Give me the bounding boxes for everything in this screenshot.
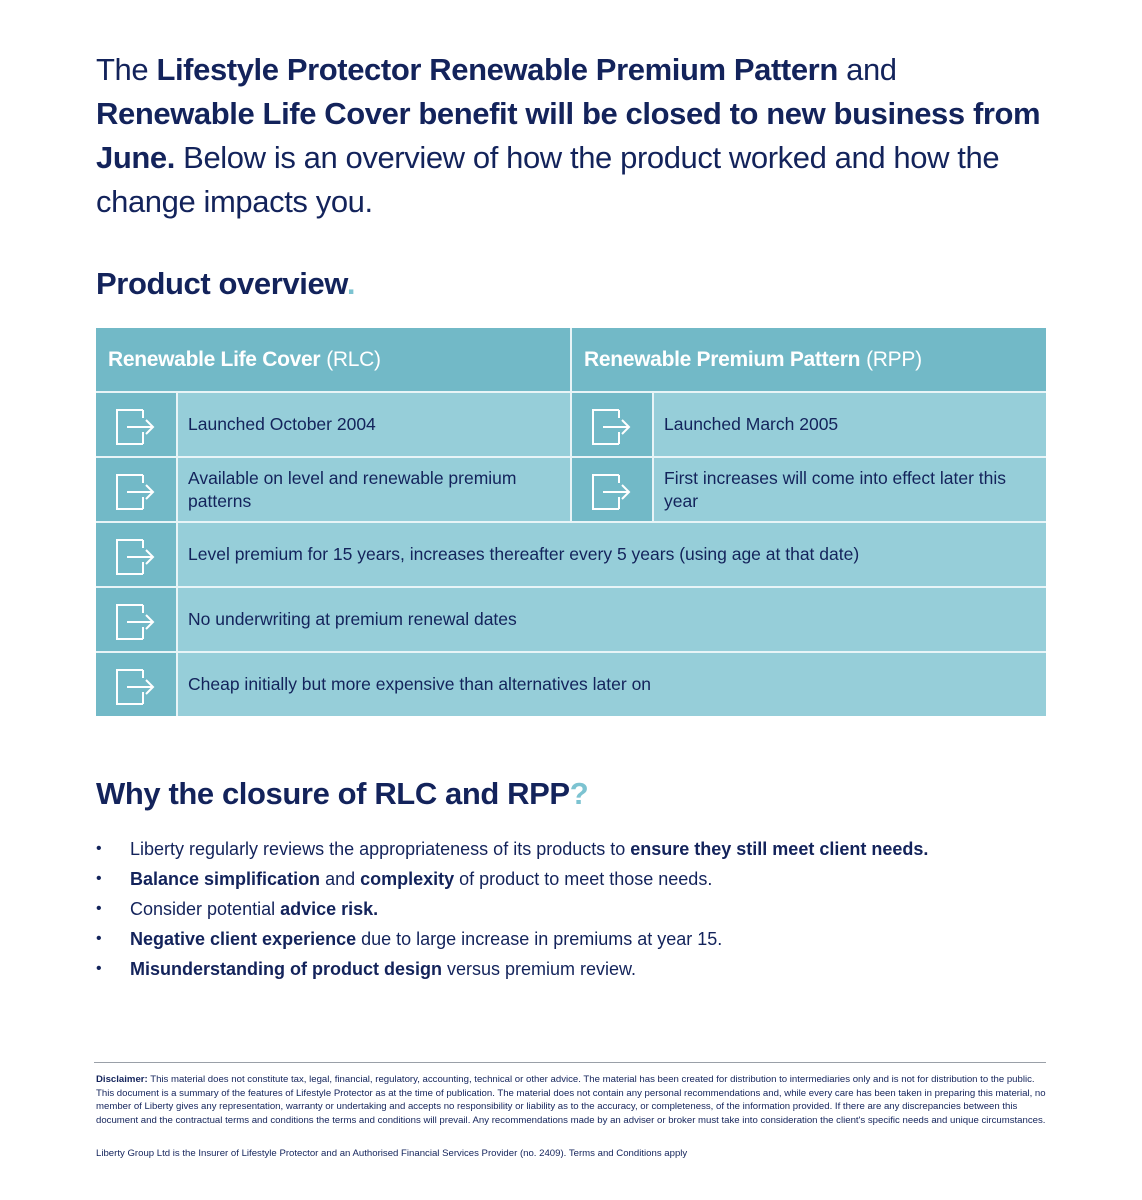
header-rlc-name: Renewable Life Cover [108, 347, 321, 371]
disclaimer [96, 1073, 1048, 1127]
table-row [96, 651, 1046, 716]
list-item [96, 924, 928, 954]
table-header [96, 328, 1046, 391]
row-cell-rlc [96, 458, 570, 521]
exit-arrow-icon [96, 653, 178, 716]
intro-bold-2: Renewable Life Cover benefit will be closed to new business from June. [96, 96, 1041, 175]
exit-arrow-icon [572, 393, 654, 456]
header-rlc [96, 328, 570, 391]
row-text: Available on level and renewable premium patterns [178, 458, 570, 521]
bullet-bold: advice risk. [280, 899, 379, 919]
header-rpp-abbr: (RPP) [866, 347, 922, 371]
row-text: First increases will come into effect later this year [654, 458, 1046, 521]
row-cell-rpp [570, 393, 1046, 456]
header-rpp [570, 328, 1046, 391]
list-item [96, 834, 928, 864]
intro-paragraph [96, 48, 1056, 224]
why-closure-title: Why the closure of RLC and RPP [96, 776, 570, 811]
why-closure-heading [96, 776, 588, 812]
header-rpp-name: Renewable Premium Pattern [584, 347, 861, 371]
bullet-text: due to large increase in premiums at year 15. [356, 929, 723, 949]
bullet-text: Consider potential [130, 899, 281, 919]
intro-bold-1: Lifestyle Protector Renewable Premium Pattern [156, 52, 838, 87]
row-text: Launched March 2005 [654, 393, 1046, 456]
bullet-text: Liberty regularly reviews the appropriateness of its products to [130, 839, 631, 859]
heading-accent-dot: . [346, 266, 356, 301]
row-cell-rlc [96, 393, 570, 456]
exit-arrow-icon [96, 458, 178, 521]
row-text: Launched October 2004 [178, 393, 570, 456]
product-overview-title: Product overview [96, 266, 347, 301]
row-text: Cheap initially but more expensive than alternatives later on [178, 653, 1046, 716]
product-overview-heading [96, 266, 355, 302]
exit-arrow-icon [96, 588, 178, 651]
bullet-text: and [320, 869, 361, 889]
table-row [96, 456, 1046, 521]
product-overview-table [96, 328, 1046, 716]
bullet-bold: Negative client experience [130, 929, 357, 949]
disclaimer-text: This material does not constitute tax, legal, financial, regulatory, accounting, technical or other advice. The material has been created for distribution to intermediaries only and is not for distribution to the public. This document is a summary of the features of Lifestyle Protector as at the time of publication. The material does not contain any personal recommendations and, while every care has been taken in preparing this material, no member of Liberty gives any representation, warranty or undertaking and accepts no responsibility or liability as to the accuracy, or completeness, of the information provided. If there are any discrepancies between this document and the contractual terms and conditions the terms and conditions will prevail. Any recommendations made by an adviser or broker must take into consideration the client's specific needs and unique circumstances. [96, 1074, 1046, 1126]
reasons-list [96, 834, 928, 984]
list-item [96, 864, 928, 894]
bullet-text: versus premium review. [442, 959, 637, 979]
footer-note: Liberty Group Ltd is the Insurer of Lifestyle Protector and an Authorised Financial Services Provider (no. 2409). Terms and Conditions apply [96, 1148, 688, 1159]
heading-accent-question: ? [569, 776, 589, 811]
intro-text-3: Below is an overview of how the product worked and how the change impacts you. [96, 140, 1000, 219]
row-cell-rpp [570, 458, 1046, 521]
divider [94, 1062, 1046, 1063]
exit-arrow-icon [572, 458, 654, 521]
list-item [96, 894, 928, 924]
bullet-text: of product to meet those needs. [454, 869, 713, 889]
intro-text-1: The [96, 52, 157, 87]
bullet-bold: ensure they still meet client needs. [630, 839, 929, 859]
bullet-bold: Balance simplification [130, 869, 321, 889]
row-text: No underwriting at premium renewal dates [178, 588, 1046, 651]
table-row [96, 521, 1046, 586]
header-rlc-abbr: (RLC) [326, 347, 381, 371]
row-text: Level premium for 15 years, increases thereafter every 5 years (using age at that date) [178, 523, 1046, 586]
exit-arrow-icon [96, 393, 178, 456]
list-item [96, 954, 928, 984]
bullet-bold: complexity [360, 869, 455, 889]
exit-arrow-icon [96, 523, 178, 586]
bullet-bold: Misunderstanding of product design [130, 959, 442, 979]
table-row [96, 391, 1046, 456]
intro-text-2: and [837, 52, 897, 87]
disclaimer-label: Disclaimer: [96, 1074, 148, 1085]
table-row [96, 586, 1046, 651]
